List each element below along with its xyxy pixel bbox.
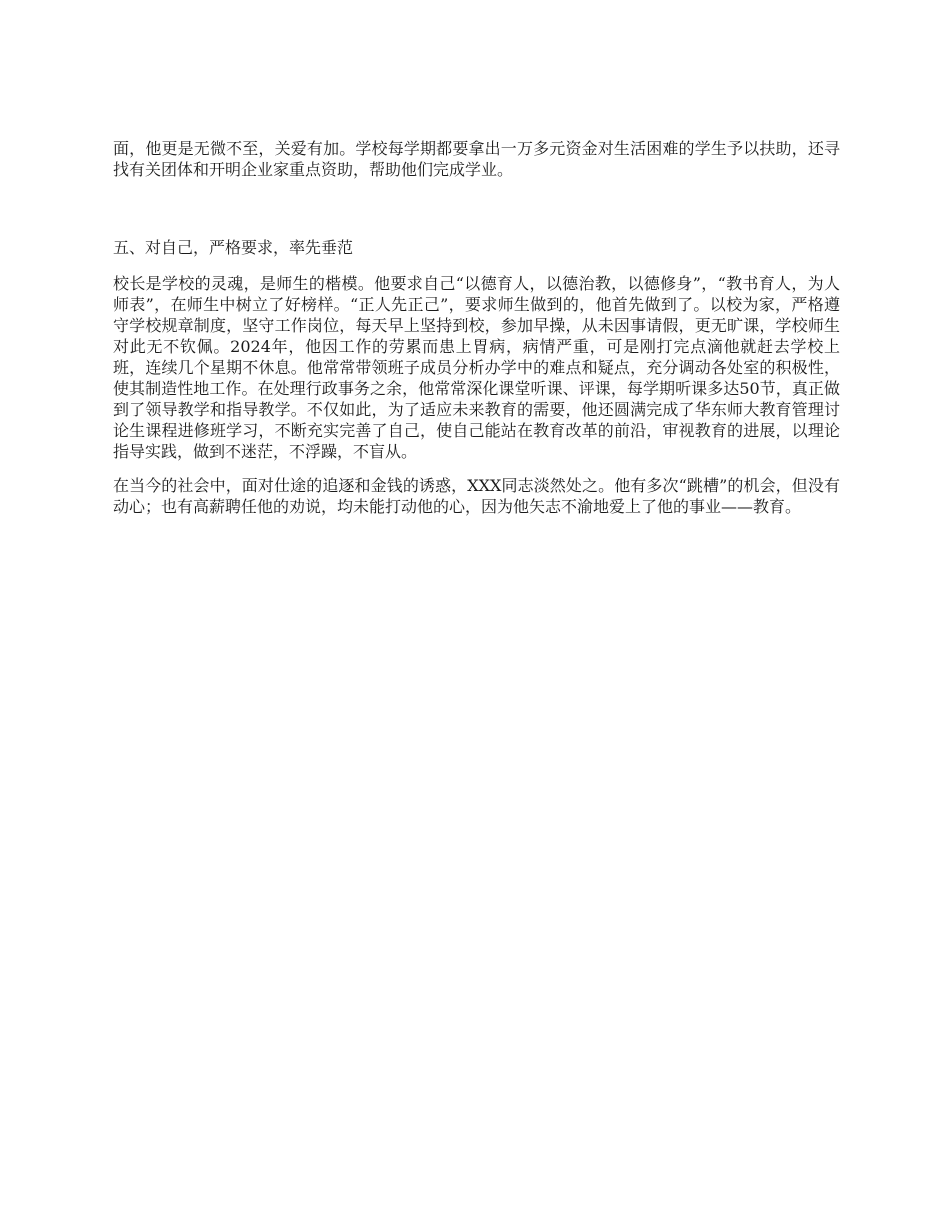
document-page xyxy=(113,138,840,517)
paragraph-dedication: 在当今的社会中，面对仕途的追逐和金钱的诱惑，XXX同志淡然处之。他有多次“跳槽”的机会，但没有动心；也有高薪聘任他的劝说，均未能打动他的心，因为他矢志不渝地爱上了他的事业——教育。 xyxy=(113,476,840,516)
paragraph-student-support: 面，他更是无微不至，关爱有加。学校每学期都要拿出一万多元资金对生活困难的学生予以扶助，还寻找有关团体和开明企业家重点资助，帮助他们完成学业。 xyxy=(113,139,840,179)
section-heading: 五、对自己，严格要求，率先垂范 xyxy=(113,238,354,257)
paragraph-principal-example: 校长是学校的灵魂，是师生的楷模。他要求自己“以德育人，以德治教，以德修身”，“教书育人，为人师表”，在师生中树立了好榜样。“正人先正己”，要求师生做到的，他首先做到了。以校为家，严格遵守学校规章制度，坚守工作岗位，每天早上坚持到校，参加早操，从未因事请假，更无旷课，学校师生对此无不钦佩。2024年，他因工作的劳累而患上胃病，病情严重，可是刚打完点滴他就赶去学校上班，连续几个星期不休息。他常常带领班子成员分析办学中的难点和疑点，充分调动各处室的积极性，使其制造性地工作。在处理行政事务之余，他常常深化课堂听课、评课，每学期听课多达50节，真正做到了领导教学和指导教学。不仅如此，为了适应未来教育的需要，他还圆满完成了华东师大教育管理讨论生课程进修班学习，不断充实完善了自己，使自己能站在教育改革的前沿，审视教育的进展，以理论指导实践，做到不迷茫，不浮躁，不盲从。 xyxy=(113,274,840,461)
